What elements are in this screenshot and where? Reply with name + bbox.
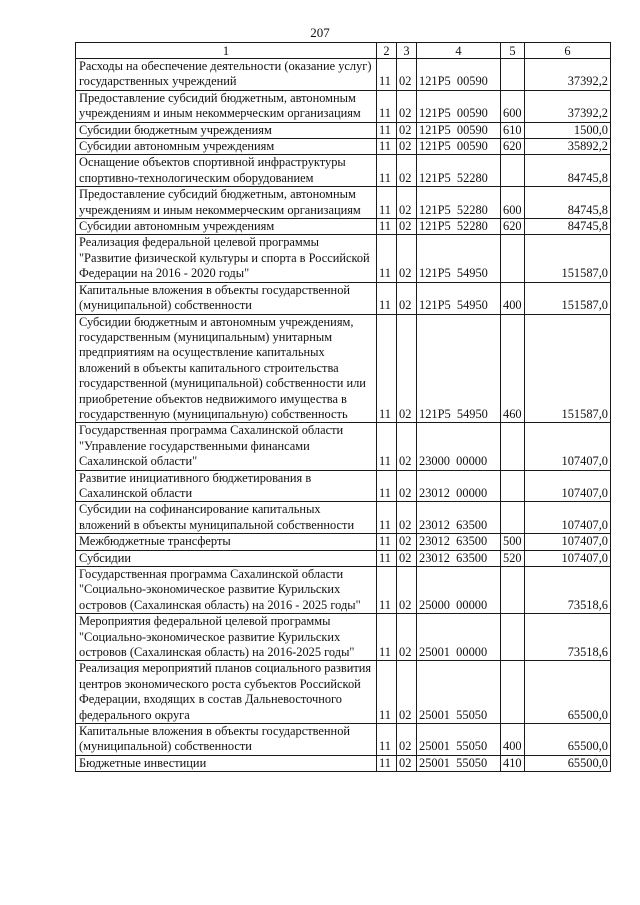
- row-description: Оснащение объектов спортивной инфраструктуры спортивно-технологическим оборудованием: [76, 155, 377, 187]
- row-amount: 84745,8: [525, 155, 611, 187]
- row-target-article-code: 121P5 00590: [417, 139, 501, 155]
- row-section-code: 11: [377, 567, 397, 614]
- row-subsection-code: 02: [397, 187, 417, 219]
- row-expense-type-code: [501, 567, 525, 614]
- row-section-code: 11: [377, 139, 397, 155]
- row-section-code: 11: [377, 90, 397, 122]
- row-amount: 151587,0: [525, 314, 611, 423]
- row-section-code: 11: [377, 470, 397, 502]
- row-expense-type-code: 400: [501, 282, 525, 314]
- row-target-article-code: 121P5 54950: [417, 314, 501, 423]
- row-target-article-code: 25001 55050: [417, 661, 501, 724]
- row-description: Реализация федеральной целевой программы "Развитие физической культуры и спорта в Российской Федерации на 2016 - 2020 годы": [76, 235, 377, 282]
- row-section-code: 11: [377, 187, 397, 219]
- row-description: Предоставление субсидий бюджетным, автономным учреждениям и иным некоммерческим организациям: [76, 187, 377, 219]
- table-row: [76, 90, 611, 122]
- header-col-5: 5: [501, 43, 525, 59]
- row-section-code: 11: [377, 235, 397, 282]
- row-target-article-code: 25001 55050: [417, 755, 501, 771]
- row-description: Субсидии: [76, 550, 377, 566]
- row-expense-type-code: [501, 470, 525, 502]
- row-expense-type-code: 600: [501, 187, 525, 219]
- row-subsection-code: 02: [397, 122, 417, 138]
- table-row: [76, 314, 611, 423]
- row-description: Развитие инициативного бюджетирования в Сахалинской области: [76, 470, 377, 502]
- table-row: [76, 187, 611, 219]
- row-description: Субсидии автономным учреждениям: [76, 139, 377, 155]
- row-subsection-code: 02: [397, 235, 417, 282]
- row-target-article-code: 121P5 54950: [417, 235, 501, 282]
- row-section-code: 11: [377, 724, 397, 756]
- table-body: [76, 59, 611, 772]
- row-subsection-code: 02: [397, 470, 417, 502]
- table-row: [76, 534, 611, 550]
- table-row: [76, 139, 611, 155]
- row-section-code: 11: [377, 755, 397, 771]
- row-target-article-code: 121P5 52280: [417, 219, 501, 235]
- row-target-article-code: 121P5 52280: [417, 187, 501, 219]
- row-section-code: 11: [377, 155, 397, 187]
- row-description: Субсидии на софинансирование капитальных вложений в объекты муниципальной собственности: [76, 502, 377, 534]
- table-row: [76, 423, 611, 470]
- row-target-article-code: 25001 00000: [417, 614, 501, 661]
- row-target-article-code: 121P5 00590: [417, 90, 501, 122]
- row-expense-type-code: 620: [501, 139, 525, 155]
- row-description: Реализация мероприятий планов социального развития центров экономического роста субъектов Российской Федерации, входящих в состав Дальневосточного федерального округа: [76, 661, 377, 724]
- row-expense-type-code: [501, 155, 525, 187]
- row-amount: 107407,0: [525, 534, 611, 550]
- row-section-code: 11: [377, 661, 397, 724]
- row-subsection-code: 02: [397, 755, 417, 771]
- header-row: [76, 43, 611, 59]
- row-expense-type-code: 500: [501, 534, 525, 550]
- table-row: [76, 155, 611, 187]
- row-description: Межбюджетные трансферты: [76, 534, 377, 550]
- header-col-4: 4: [417, 43, 501, 59]
- row-amount: 1500,0: [525, 122, 611, 138]
- row-amount: 35892,2: [525, 139, 611, 155]
- row-expense-type-code: 460: [501, 314, 525, 423]
- row-section-code: 11: [377, 502, 397, 534]
- row-target-article-code: 121P5 00590: [417, 59, 501, 91]
- row-expense-type-code: 610: [501, 122, 525, 138]
- row-amount: 65500,0: [525, 661, 611, 724]
- row-section-code: 11: [377, 122, 397, 138]
- row-subsection-code: 02: [397, 534, 417, 550]
- table-row: [76, 724, 611, 756]
- row-target-article-code: 25001 55050: [417, 724, 501, 756]
- table-row: [76, 755, 611, 771]
- row-expense-type-code: 400: [501, 724, 525, 756]
- table-row: [76, 59, 611, 91]
- row-expense-type-code: [501, 614, 525, 661]
- row-expense-type-code: [501, 423, 525, 470]
- budget-table: [75, 42, 611, 772]
- row-expense-type-code: [501, 59, 525, 91]
- header-col-1: 1: [76, 43, 377, 59]
- row-section-code: 11: [377, 59, 397, 91]
- row-target-article-code: 23012 63500: [417, 550, 501, 566]
- row-target-article-code: 121P5 00590: [417, 122, 501, 138]
- row-target-article-code: 25000 00000: [417, 567, 501, 614]
- table-row: [76, 122, 611, 138]
- row-subsection-code: 02: [397, 567, 417, 614]
- row-amount: 37392,2: [525, 90, 611, 122]
- row-expense-type-code: [501, 235, 525, 282]
- page-number: 207: [310, 25, 330, 40]
- row-amount: 84745,8: [525, 219, 611, 235]
- row-description: Предоставление субсидий бюджетным, автономным учреждениям и иным некоммерческим организациям: [76, 90, 377, 122]
- row-description: Расходы на обеспечение деятельности (оказание услуг) государственных учреждений: [76, 59, 377, 91]
- row-amount: 107407,0: [525, 423, 611, 470]
- row-section-code: 11: [377, 314, 397, 423]
- row-section-code: 11: [377, 423, 397, 470]
- row-amount: 151587,0: [525, 282, 611, 314]
- row-subsection-code: 02: [397, 550, 417, 566]
- row-subsection-code: 02: [397, 282, 417, 314]
- row-target-article-code: 23012 63500: [417, 534, 501, 550]
- row-subsection-code: 02: [397, 314, 417, 423]
- row-section-code: 11: [377, 534, 397, 550]
- row-amount: 73518,6: [525, 614, 611, 661]
- row-target-article-code: 23012 00000: [417, 470, 501, 502]
- row-target-article-code: 23012 63500: [417, 502, 501, 534]
- row-expense-type-code: [501, 661, 525, 724]
- header-col-2: 2: [377, 43, 397, 59]
- table-row: [76, 502, 611, 534]
- row-amount: 107407,0: [525, 470, 611, 502]
- row-amount: 107407,0: [525, 550, 611, 566]
- row-subsection-code: 02: [397, 59, 417, 91]
- row-subsection-code: 02: [397, 139, 417, 155]
- row-description: Капитальные вложения в объекты государственной (муниципальной) собственности: [76, 282, 377, 314]
- row-description: Субсидии автономным учреждениям: [76, 219, 377, 235]
- row-subsection-code: 02: [397, 614, 417, 661]
- row-amount: 84745,8: [525, 187, 611, 219]
- row-expense-type-code: 620: [501, 219, 525, 235]
- row-target-article-code: 121P5 52280: [417, 155, 501, 187]
- row-description: Государственная программа Сахалинской области "Управление государственными финансами Сахалинской области": [76, 423, 377, 470]
- row-subsection-code: 02: [397, 155, 417, 187]
- row-subsection-code: 02: [397, 502, 417, 534]
- table-row: [76, 470, 611, 502]
- header-col-6: 6: [525, 43, 611, 59]
- row-amount: 151587,0: [525, 235, 611, 282]
- row-subsection-code: 02: [397, 423, 417, 470]
- row-section-code: 11: [377, 614, 397, 661]
- row-target-article-code: 121P5 54950: [417, 282, 501, 314]
- table-row: [76, 567, 611, 614]
- row-amount: 107407,0: [525, 502, 611, 534]
- row-amount: 37392,2: [525, 59, 611, 91]
- row-section-code: 11: [377, 219, 397, 235]
- row-section-code: 11: [377, 550, 397, 566]
- table-row: [76, 661, 611, 724]
- row-subsection-code: 02: [397, 90, 417, 122]
- row-subsection-code: 02: [397, 661, 417, 724]
- row-section-code: 11: [377, 282, 397, 314]
- row-subsection-code: 02: [397, 724, 417, 756]
- row-expense-type-code: 600: [501, 90, 525, 122]
- table-row: [76, 282, 611, 314]
- row-amount: 65500,0: [525, 755, 611, 771]
- row-expense-type-code: 410: [501, 755, 525, 771]
- row-description: Субсидии бюджетным и автономным учреждениям, государственным (муниципальным) унитарным предприятиям на осуществление капитальных вложений в объекты капитального строительства государственной (муниципальной) собственности или приобретение объектов недвижимого имущества в государственную (муниципальную) собственность: [76, 314, 377, 423]
- row-description: Капитальные вложения в объекты государственной (муниципальной) собственности: [76, 724, 377, 756]
- row-amount: 73518,6: [525, 567, 611, 614]
- table-row: [76, 614, 611, 661]
- table-row: [76, 235, 611, 282]
- header-col-3: 3: [397, 43, 417, 59]
- row-amount: 65500,0: [525, 724, 611, 756]
- table-row: [76, 219, 611, 235]
- table-row: [76, 550, 611, 566]
- row-description: Бюджетные инвестиции: [76, 755, 377, 771]
- row-subsection-code: 02: [397, 219, 417, 235]
- row-target-article-code: 23000 00000: [417, 423, 501, 470]
- row-description: Субсидии бюджетным учреждениям: [76, 122, 377, 138]
- row-description: Государственная программа Сахалинской области "Социально-экономическое развитие Курильских островов (Сахалинская область) на 2016 - 2025 годы": [76, 567, 377, 614]
- row-description: Мероприятия федеральной целевой программы "Социально-экономическое развитие Курильских островов (Сахалинская область) на 2016-2025 годы": [76, 614, 377, 661]
- row-expense-type-code: [501, 502, 525, 534]
- row-expense-type-code: 520: [501, 550, 525, 566]
